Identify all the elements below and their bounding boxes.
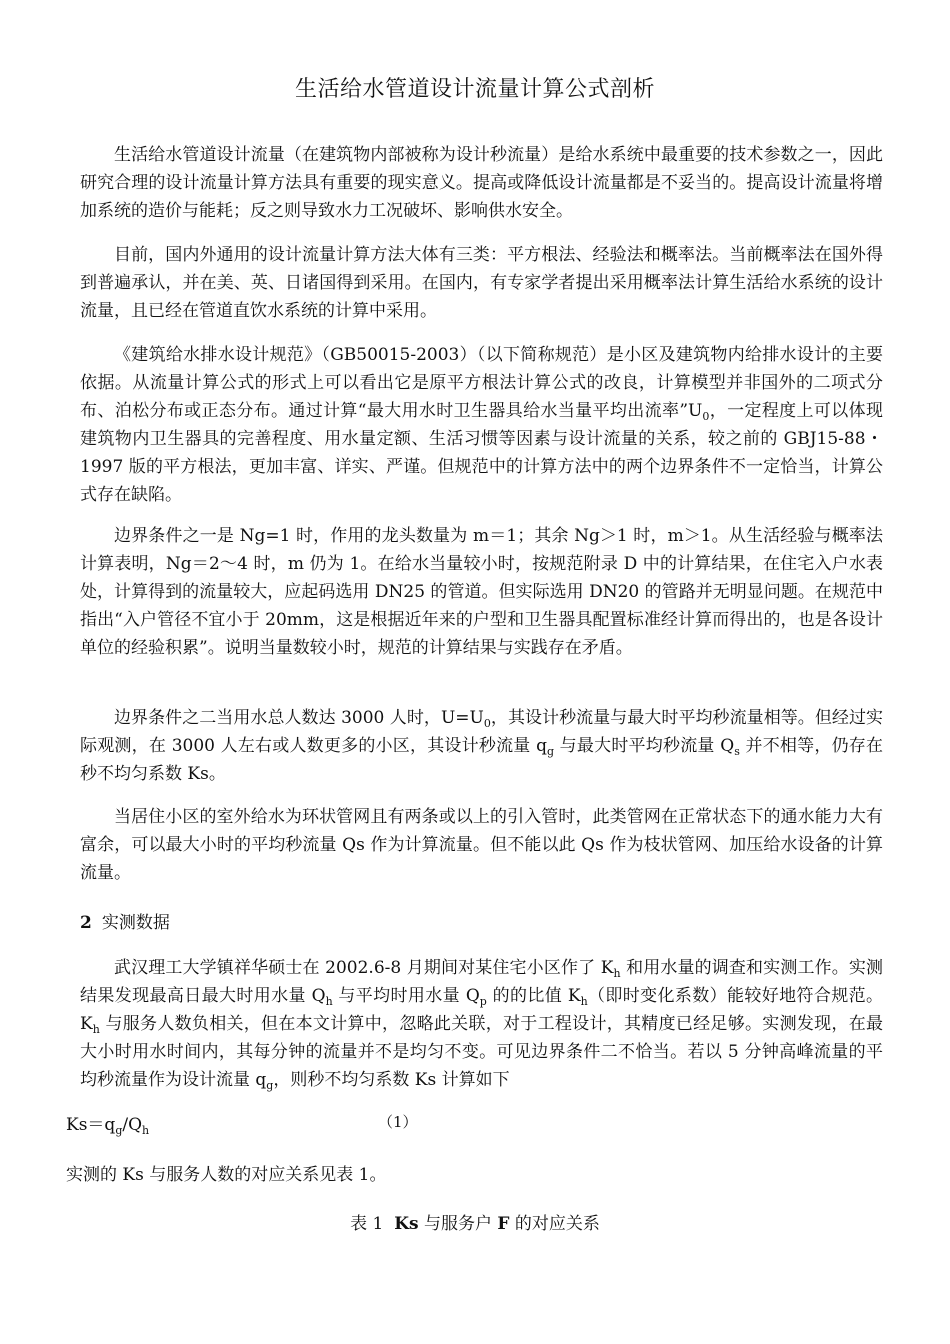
subscript: h bbox=[92, 1023, 100, 1036]
section-heading bbox=[80, 908, 170, 933]
subscript: g bbox=[115, 1124, 123, 1137]
formula-ks bbox=[66, 1110, 149, 1135]
caption-bold: Ks bbox=[394, 1214, 419, 1234]
subscript: g bbox=[266, 1079, 274, 1092]
subscript: p bbox=[479, 995, 487, 1008]
text-run: 《建筑给水排水设计规范》（GB50015-2003）（以下简称规范）是小区及建筑物内给排水设计的主要依据。从流量计算公式的形式上可以看出它是原平方根法计算公式的改良，计算模型并非国外的二项式分布、泊松分布或正态分布。通过计算“最大用水时卫生器具给水当量平均出流率”U bbox=[80, 345, 883, 421]
text-run: 边界条件之二当用水总人数达 3000 人时，U=U bbox=[114, 708, 484, 728]
document-title: 生活给水管道设计流量计算公式剖析 bbox=[294, 77, 655, 102]
subscript: h bbox=[325, 995, 333, 1008]
text-run: 与服务户 bbox=[418, 1214, 498, 1234]
text-run: 并不相等，仍存在秒不均匀系数 Ks。 bbox=[80, 736, 884, 784]
subscript: h bbox=[142, 1124, 150, 1137]
paragraph-measurement bbox=[80, 954, 883, 1094]
text-run: 和用水量的调查和实测工作。实测结果发现最高日最大时用水量 Q bbox=[80, 958, 883, 1006]
paragraph-intro: 生活给水管道设计流量（在建筑物内部被称为设计秒流量）是给水系统中最重要的技术参数之一，因此研究合理的设计流量计算方法具有重要的现实意义。提高或降低设计流量都是不妥当的。提高设计流量将增加系统的造价与能耗；反之则导致水力工况破坏、影响供水安全。 bbox=[80, 145, 883, 221]
subscript: h bbox=[613, 967, 621, 980]
paragraph-table-ref: 实测的 Ks 与服务人数的对应关系见表 1。 bbox=[66, 1165, 387, 1185]
text-run: 的对应关系 bbox=[509, 1214, 600, 1234]
subscript: s bbox=[734, 745, 740, 758]
text-run: ，其设计秒流量与最大时平均秒流量相等。但经过实际观测，在 3000 人左右或人数更多的小区，其设计秒流量 q bbox=[80, 708, 883, 756]
section-label: 实测数据 bbox=[101, 913, 170, 933]
equation-number: （1） bbox=[378, 1113, 418, 1131]
paragraph-ring-network: 当居住小区的室外给水为环状管网且有两条或以上的引入管时，此类管网在正常状态下的通水能力大有富余，可以最大小时的平均秒流量 Qs 作为计算流量。但不能以此 Qs 作为枝状管网、加压给水设备的计算流量。 bbox=[80, 807, 883, 883]
text-run: /Q bbox=[122, 1115, 143, 1135]
text-run: 与服务人数负相关，但在本文计算中，忽略此关联，对于工程设计，其精度已经足够。实测发现，在最大小时用水时间内，其每分钟的流量并不是均匀不变。可见边界条件二不恰当。若以 5 分钟高峰流量的平均秒流量作为设计流量 q bbox=[80, 1014, 883, 1090]
caption-bold: F bbox=[497, 1214, 510, 1234]
text-run: ，则秒不均匀系数 Ks 计算如下 bbox=[273, 1070, 510, 1090]
table-caption bbox=[0, 1209, 950, 1234]
text-run: ，一定程度上可以体现建筑物内卫生器具的完善程度、用水量定额、生活习惯等因素与设计流量的关系，较之前的 GBJ15-88・1997 版的平方根法，更加丰富、详实、严谨。但规范中的计算方法中的两个边界条件不一定恰当，计算公式存在缺陷。 bbox=[80, 401, 883, 505]
text-run: 的的比值 K bbox=[486, 986, 581, 1006]
paragraph-code bbox=[80, 341, 883, 509]
text-run: Ks＝q bbox=[66, 1115, 116, 1135]
text-run: 与平均时用水量 Q bbox=[332, 986, 480, 1006]
caption-label: 表 1 bbox=[350, 1214, 384, 1234]
section-number: 2 bbox=[80, 913, 92, 933]
paragraph-boundary-1: 边界条件之一是 Ng=1 时，作用的龙头数量为 m＝1；其余 Ng＞1 时，m＞1。从生活经验与概率法计算表明，Ng＝2～4 时，m 仍为 1。在给水当量较小时，按规范附录 D 中的计算结果，在住宅入户水表处，计算得到的流量较大，应起码选用 DN25 的管道。但实际选用 DN20 的管路并无明显问题。在规范中指出“入户管径不宜小于 20mm，这是根据近年来的户型和卫生器具配置标准经计算而得出的，也是各设计单位的经验积累”。说明当量数较小时，规范的计算结果与实践存在矛盾。 bbox=[80, 526, 883, 658]
subscript: h bbox=[580, 995, 588, 1008]
paragraph-boundary-2 bbox=[80, 704, 883, 788]
subscript: g bbox=[547, 745, 555, 758]
text-run: 与最大时平均秒流量 Q bbox=[554, 736, 735, 756]
text-run: 武汉理工大学镇祥华硕士在 2002.6-8 月期间对某住宅小区作了 K bbox=[114, 958, 614, 978]
subscript: 0 bbox=[483, 717, 491, 730]
subscript: 0 bbox=[702, 410, 710, 423]
paragraph-methods: 目前，国内外通用的设计流量计算方法大体有三类：平方根法、经验法和概率法。当前概率法在国外得到普遍承认，并在美、英、日诸国得到采用。在国内，有专家学者提出采用概率法计算生活给水系统的设计流量，且已经在管道直饮水系统的计算中采用。 bbox=[80, 245, 883, 321]
text-run: （即时变化系数）能较好地符合规范。K bbox=[80, 986, 883, 1034]
